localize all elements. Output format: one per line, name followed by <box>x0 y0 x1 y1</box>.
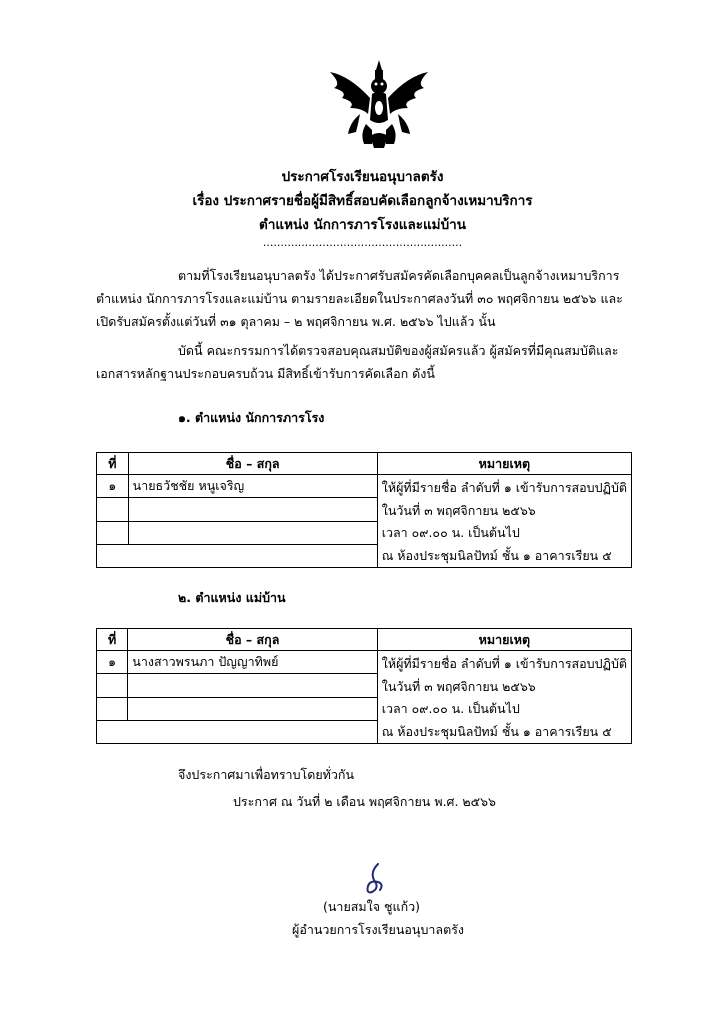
table-row <box>97 475 632 498</box>
section1-table <box>96 452 632 568</box>
para1-line1: ตามที่โรงเรียนอนุบาลตรัง ได้ประกาศรับสมัครคัดเลือกบุคคลเป็นลูกจ้างเหมาบริการ <box>178 268 620 283</box>
row-no: ๑ <box>97 651 128 674</box>
table-row <box>97 651 632 674</box>
dotted-rule: ......................................................... <box>262 236 463 249</box>
signer-title: ผู้อำนวยการโรงเรียนอนุบาลตรัง <box>292 922 465 937</box>
para2-line2: เอกสารหลักฐานประกอบครบถ้วน มีสิทธิ์เข้ารับการคัดเลือก ดังนี้ <box>96 366 435 381</box>
row-name: นางสาวพรนภา ปัญญาทิพย์ <box>128 651 377 674</box>
note-line: ให้ผู้ที่มีรายชื่อ ลำดับที่ ๑ เข้ารับการสอบปฏิบัติ <box>381 656 627 671</box>
para2-line1: บัดนี้ คณะกรรมการได้ตรวจสอบคุณสมบัติของผู้สมัครแล้ว ผู้สมัครที่มีคุณสมบัติและ <box>178 343 619 358</box>
announcement-title: ประกาศโรงเรียนอนุบาลตรัง <box>281 169 444 185</box>
closing-announce: จึงประกาศมาเพื่อทราบโดยทั่วกัน <box>178 767 355 782</box>
note-cell <box>377 475 631 568</box>
note-line: เวลา ๐๙.๐๐ น. เป็นต้นไป <box>381 525 520 540</box>
section2-heading: ๒. ตำแหน่ง แม่บ้าน <box>178 590 286 605</box>
row-name: นายธวัชชัย หนูเจริญ <box>128 475 377 498</box>
col-name-header: ชื่อ – สกุล <box>128 629 377 651</box>
note-line: ในวันที่ ๓ พฤศจิกายน ๒๕๖๖ <box>381 678 536 694</box>
announcement-subject: เรื่อง ประกาศรายชื่อผู้มีสิทธิ์สอบคัดเลือกลูกจ้างเหมาบริการ <box>192 193 533 209</box>
table-header-row <box>97 629 632 651</box>
para1-line2: ตำแหน่ง นักการภารโรงและแม่บ้าน ตามรายละเอียดในประกาศลงวันที่ ๓๐ พฤศจิกายน ๒๕๖๖ และ <box>96 291 623 306</box>
col-note-header: หมายเหตุ <box>377 629 631 651</box>
note-line: เวลา ๐๙.๐๐ น. เป็นต้นไป <box>381 701 520 716</box>
col-no-header: ที่ <box>97 629 128 651</box>
section1-heading: ๑. ตำแหน่ง นักการภารโรง <box>178 410 325 425</box>
col-name-header: ชื่อ – สกุล <box>128 453 377 475</box>
garuda-emblem-icon <box>320 58 438 150</box>
closing-date: ประกาศ ณ วันที่ ๒ เดือน พฤศจิกายน พ.ศ. ๒๕๖๖ <box>233 794 496 809</box>
para1-line3: เปิดรับสมัครตั้งแต่วันที่ ๓๑ ตุลาคม – ๒ พฤศจิกายน พ.ศ. ๒๕๖๖ ไปแล้ว นั้น <box>96 314 496 329</box>
note-line: ณ ห้องประชุมนิลปัทม์ ชั้น ๑ อาคารเรียน ๕ <box>381 723 612 739</box>
signature-mark <box>360 862 390 896</box>
col-note-header: หมายเหตุ <box>377 453 631 475</box>
table-header-row <box>97 453 632 475</box>
col-no-header: ที่ <box>97 453 129 475</box>
announcement-position: ตำแหน่ง นักการภารโรงและแม่บ้าน <box>259 217 466 233</box>
note-line: ณ ห้องประชุมนิลปัทม์ ชั้น ๑ อาคารเรียน ๕ <box>381 547 612 563</box>
signer-name: (นายสมใจ ชูแก้ว) <box>323 899 421 914</box>
note-cell <box>377 651 631 744</box>
row-no: ๑ <box>97 475 129 498</box>
note-line: ในวันที่ ๓ พฤศจิกายน ๒๕๖๖ <box>381 502 536 518</box>
section2-table <box>96 628 632 744</box>
note-line: ให้ผู้ที่มีรายชื่อ ลำดับที่ ๑ เข้ารับการสอบปฏิบัติ <box>381 480 627 495</box>
